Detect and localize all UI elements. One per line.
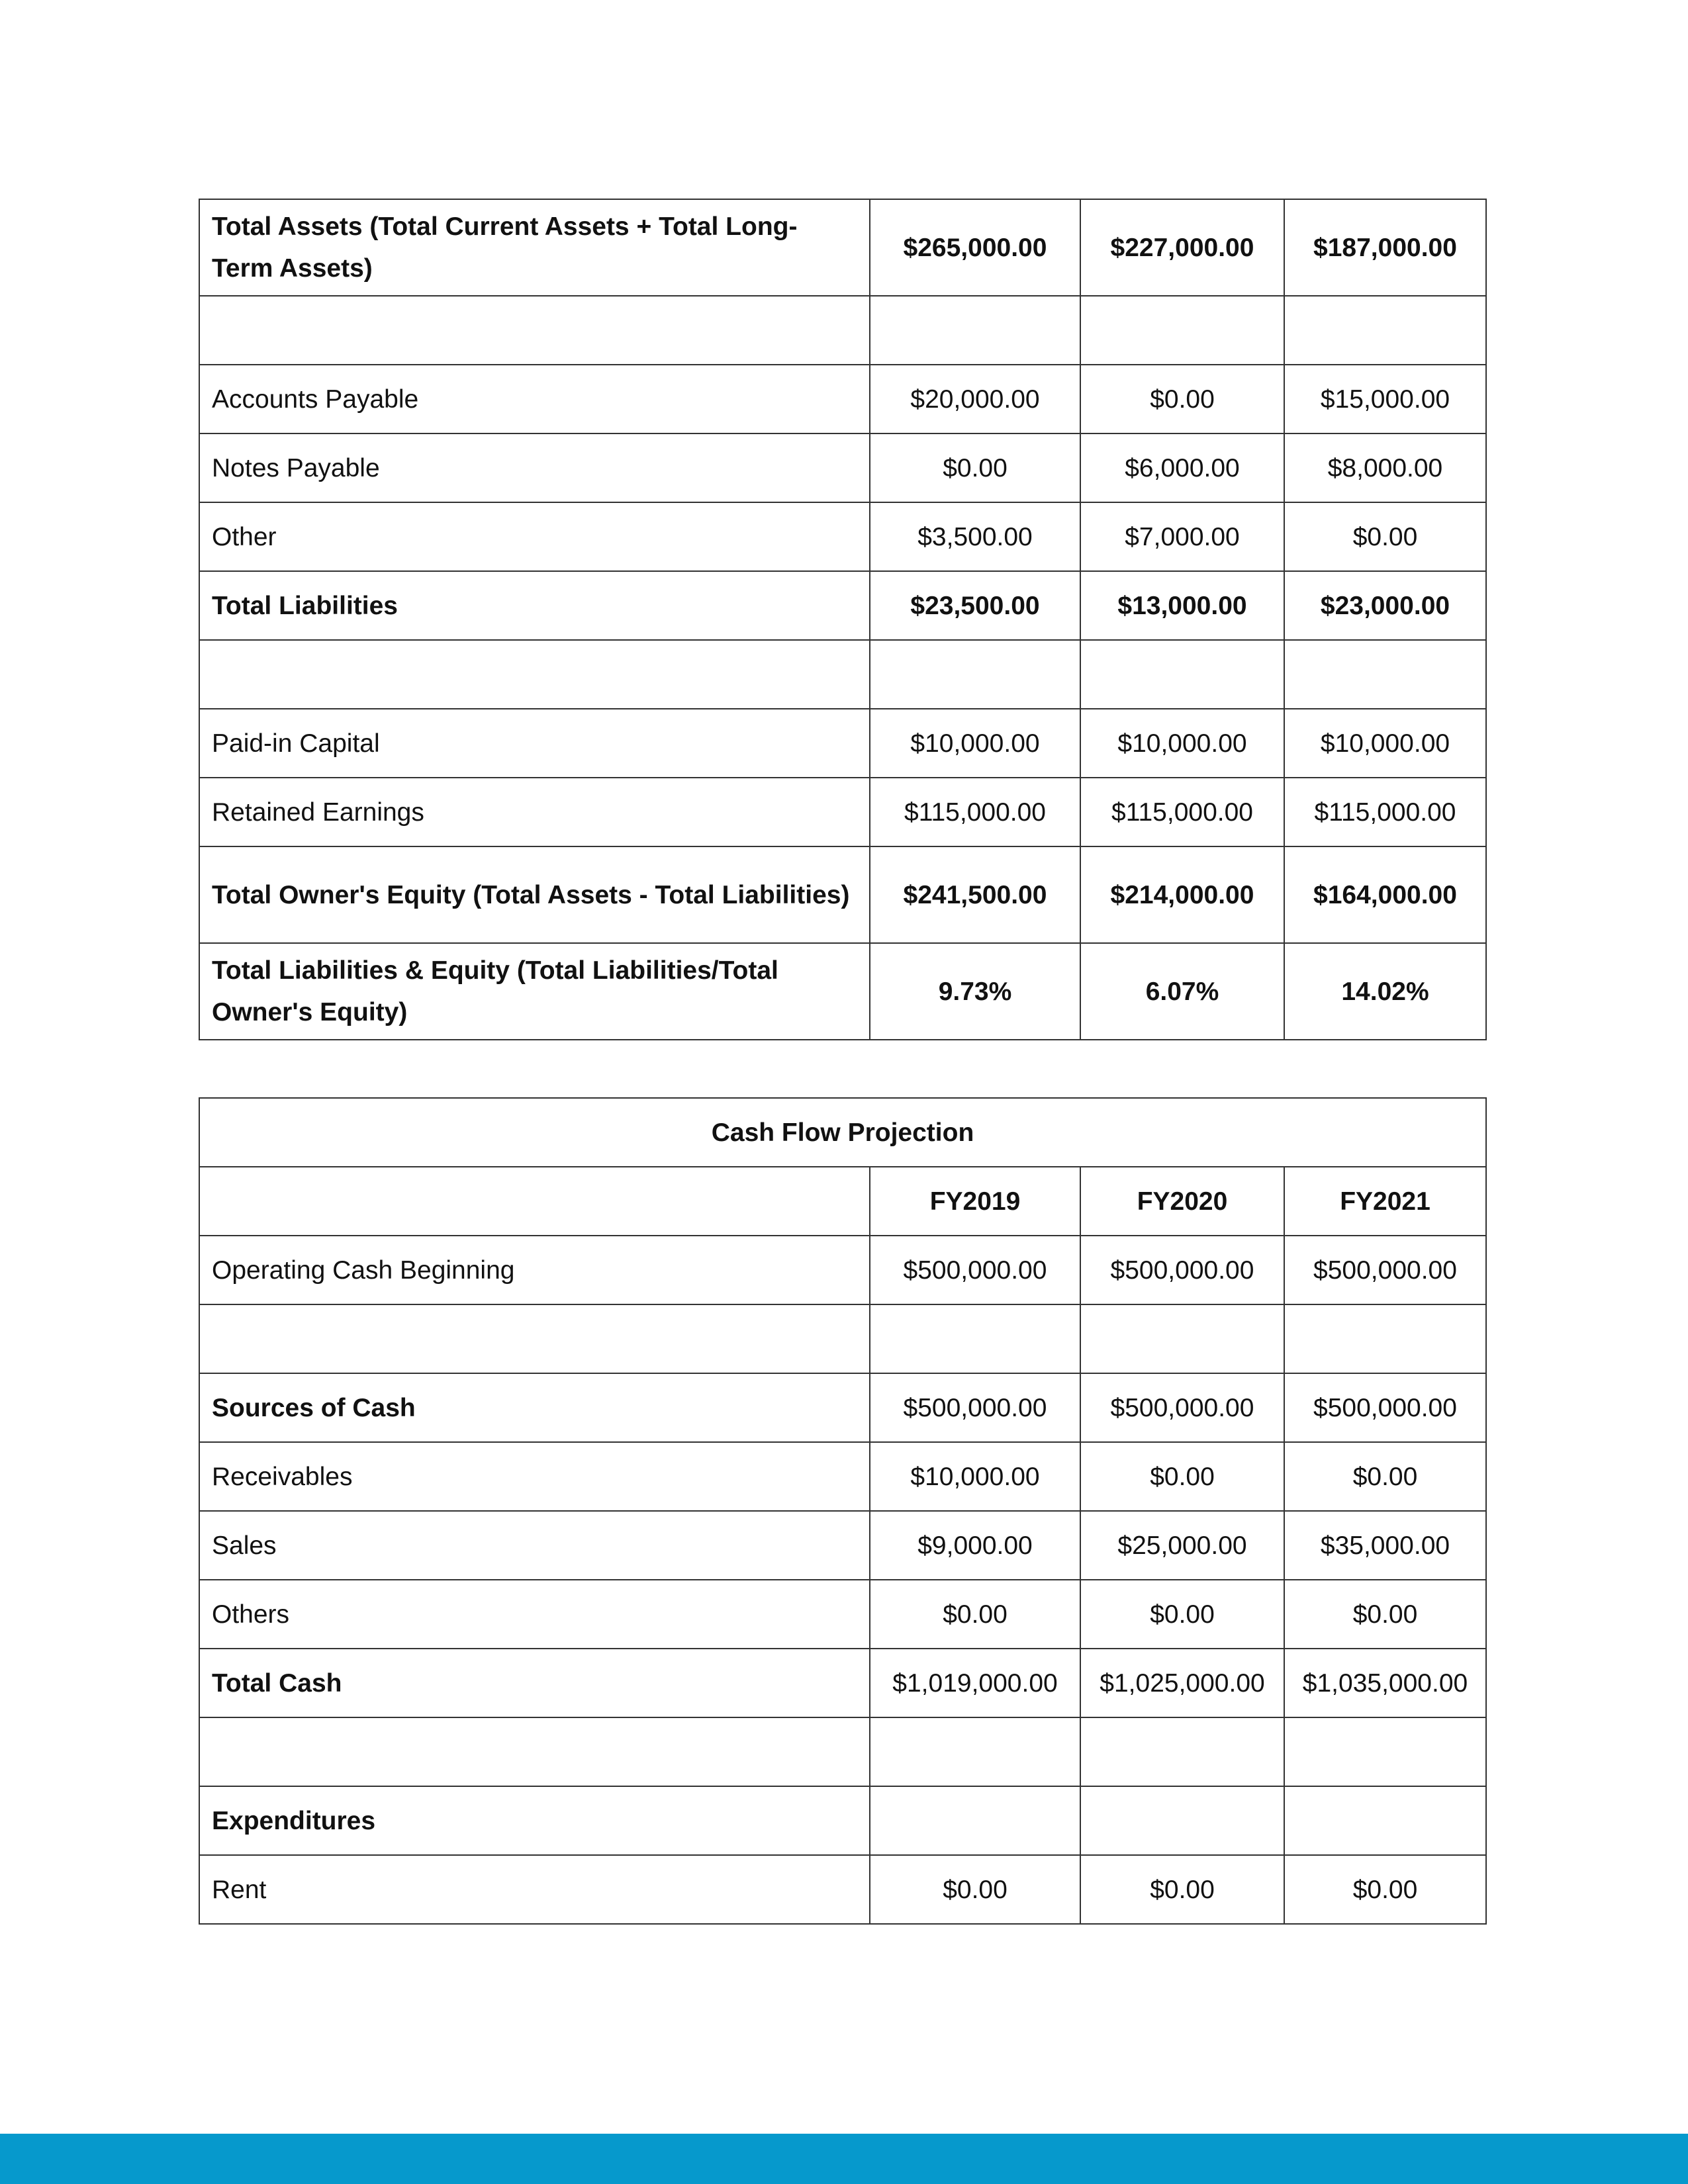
table-title: Cash Flow Projection — [199, 1098, 1486, 1167]
value-cell: $500,000.00 — [870, 1236, 1080, 1304]
table-row — [199, 778, 1486, 846]
value-cell: $0.00 — [1284, 502, 1486, 571]
value-cell — [1080, 640, 1284, 709]
table-row — [199, 199, 1486, 296]
row-label: Receivables — [199, 1442, 870, 1511]
value-cell — [870, 1304, 1080, 1373]
column-header: FY2019 — [870, 1167, 1080, 1236]
table-row — [199, 1717, 1486, 1786]
value-cell: $115,000.00 — [1080, 778, 1284, 846]
value-cell: $0.00 — [1080, 1580, 1284, 1649]
value-cell — [1284, 640, 1486, 709]
value-cell: $500,000.00 — [1080, 1236, 1284, 1304]
table-row — [199, 943, 1486, 1040]
value-cell: $10,000.00 — [1284, 709, 1486, 778]
value-cell: $1,019,000.00 — [870, 1649, 1080, 1717]
row-label — [199, 640, 870, 709]
value-cell: $0.00 — [870, 1855, 1080, 1924]
value-cell — [1284, 1717, 1486, 1786]
value-cell: $214,000.00 — [1080, 846, 1284, 943]
value-cell: 14.02% — [1284, 943, 1486, 1040]
value-cell: $115,000.00 — [1284, 778, 1486, 846]
value-cell: $10,000.00 — [870, 1442, 1080, 1511]
footer-bar — [0, 2134, 1688, 2184]
table-row — [199, 502, 1486, 571]
value-cell: $500,000.00 — [870, 1373, 1080, 1442]
value-cell: $115,000.00 — [870, 778, 1080, 846]
value-cell — [870, 640, 1080, 709]
value-cell — [1284, 1304, 1486, 1373]
value-cell: $0.00 — [870, 1580, 1080, 1649]
table-row — [199, 640, 1486, 709]
table-row — [199, 1373, 1486, 1442]
table-row — [199, 433, 1486, 502]
value-cell — [1080, 1717, 1284, 1786]
value-cell: $9,000.00 — [870, 1511, 1080, 1580]
value-cell: $3,500.00 — [870, 502, 1080, 571]
header-label — [199, 1167, 870, 1236]
table-row — [199, 1786, 1486, 1855]
value-cell: $0.00 — [870, 433, 1080, 502]
table-caption-row — [199, 1098, 1486, 1167]
value-cell: $25,000.00 — [1080, 1511, 1284, 1580]
value-cell: $10,000.00 — [870, 709, 1080, 778]
value-cell: $1,035,000.00 — [1284, 1649, 1486, 1717]
row-label — [199, 1304, 870, 1373]
cash-flow-body — [199, 1098, 1486, 1924]
value-cell: $187,000.00 — [1284, 199, 1486, 296]
table-row — [199, 1580, 1486, 1649]
value-cell: $13,000.00 — [1080, 571, 1284, 640]
row-label: Notes Payable — [199, 433, 870, 502]
value-cell: $241,500.00 — [870, 846, 1080, 943]
table-row — [199, 1304, 1486, 1373]
value-cell: $227,000.00 — [1080, 199, 1284, 296]
value-cell: $500,000.00 — [1284, 1373, 1486, 1442]
row-label: Other — [199, 502, 870, 571]
value-cell: $164,000.00 — [1284, 846, 1486, 943]
table-row — [199, 296, 1486, 365]
value-cell — [1284, 1786, 1486, 1855]
row-label: Sales — [199, 1511, 870, 1580]
column-header: FY2021 — [1284, 1167, 1486, 1236]
value-cell: $0.00 — [1080, 1855, 1284, 1924]
value-cell: 9.73% — [870, 943, 1080, 1040]
value-cell — [1080, 1786, 1284, 1855]
table-row — [199, 846, 1486, 943]
row-label: Sources of Cash — [199, 1373, 870, 1442]
column-header-row — [199, 1167, 1486, 1236]
value-cell: $500,000.00 — [1080, 1373, 1284, 1442]
value-cell — [870, 1786, 1080, 1855]
value-cell: $15,000.00 — [1284, 365, 1486, 433]
value-cell: $500,000.00 — [1284, 1236, 1486, 1304]
row-label: Total Liabilities & Equity (Total Liabilities/Total Owner's Equity) — [199, 943, 870, 1040]
value-cell: $0.00 — [1080, 1442, 1284, 1511]
value-cell — [870, 1717, 1080, 1786]
table-row — [199, 571, 1486, 640]
value-cell — [870, 296, 1080, 365]
value-cell: $20,000.00 — [870, 365, 1080, 433]
row-label: Expenditures — [199, 1786, 870, 1855]
value-cell: $7,000.00 — [1080, 502, 1284, 571]
table-row — [199, 365, 1486, 433]
row-label: Total Cash — [199, 1649, 870, 1717]
value-cell: $0.00 — [1284, 1855, 1486, 1924]
row-label: Total Liabilities — [199, 571, 870, 640]
row-label: Others — [199, 1580, 870, 1649]
value-cell: $1,025,000.00 — [1080, 1649, 1284, 1717]
value-cell — [1080, 296, 1284, 365]
value-cell: $23,500.00 — [870, 571, 1080, 640]
table-row — [199, 1649, 1486, 1717]
row-label: Accounts Payable — [199, 365, 870, 433]
row-label: Paid-in Capital — [199, 709, 870, 778]
row-label — [199, 1717, 870, 1786]
value-cell: 6.07% — [1080, 943, 1284, 1040]
table-row — [199, 1236, 1486, 1304]
balance-sheet-table — [199, 199, 1487, 1040]
row-label: Total Assets (Total Current Assets + Total Long-Term Assets) — [199, 199, 870, 296]
value-cell: $8,000.00 — [1284, 433, 1486, 502]
row-label: Retained Earnings — [199, 778, 870, 846]
row-label: Operating Cash Beginning — [199, 1236, 870, 1304]
cash-flow-table — [199, 1097, 1487, 1925]
row-label: Rent — [199, 1855, 870, 1924]
table-row — [199, 709, 1486, 778]
value-cell: $0.00 — [1284, 1442, 1486, 1511]
row-label: Total Owner's Equity (Total Assets - Total Liabilities) — [199, 846, 870, 943]
table-row — [199, 1511, 1486, 1580]
table-row — [199, 1855, 1486, 1924]
table-row — [199, 1442, 1486, 1511]
value-cell: $6,000.00 — [1080, 433, 1284, 502]
balance-sheet-body — [199, 199, 1486, 1040]
value-cell: $10,000.00 — [1080, 709, 1284, 778]
value-cell: $35,000.00 — [1284, 1511, 1486, 1580]
row-label — [199, 296, 870, 365]
value-cell — [1080, 1304, 1284, 1373]
value-cell: $265,000.00 — [870, 199, 1080, 296]
value-cell — [1284, 296, 1486, 365]
column-header: FY2020 — [1080, 1167, 1284, 1236]
value-cell: $0.00 — [1284, 1580, 1486, 1649]
value-cell: $0.00 — [1080, 365, 1284, 433]
value-cell: $23,000.00 — [1284, 571, 1486, 640]
